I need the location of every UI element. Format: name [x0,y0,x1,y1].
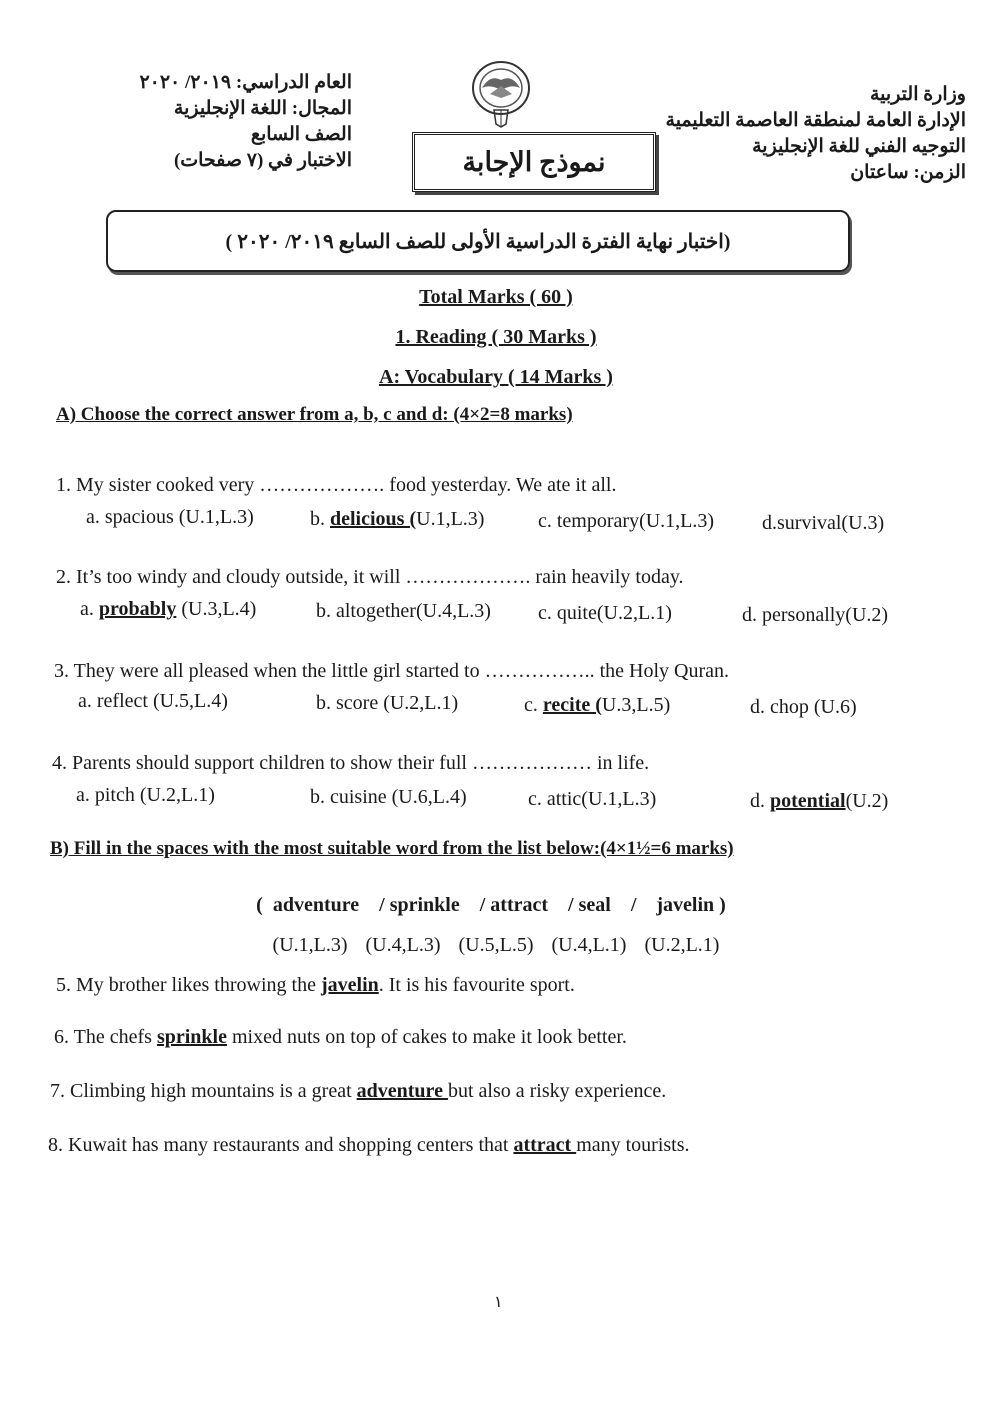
supervision-line: التوجيه الفني للغة الإنجليزية [752,136,966,157]
subject-line: المجال: اللغة الإنجليزية [173,98,352,119]
word-list [0,894,992,917]
q1-option-a: a. spacious (U.1,L.3) [86,506,254,528]
option-ref: (U.2) [845,790,889,812]
exam-info-header [120,70,352,174]
question-1 [56,474,617,497]
time-line: الزمن: ساعتان [850,162,966,183]
q1-option-b-answer [310,508,484,531]
sentence-number: 7. [50,1080,65,1102]
exam-title: (اختبار نهاية الفترة الدراسية الأولى للصف السابع ٢٠١٩/ ٢٠٢٠ ) [225,230,731,253]
word-ref: (U.4,L.1) [551,934,627,956]
grade-line: الصف السابع [250,124,352,145]
school-year-line: العام الدراسي: ٢٠١٩/ ٢٠٢٠ [139,72,352,93]
correct-answer: recite ( [542,694,602,716]
sentence-before: Kuwait has many restaurants and shopping centers that [68,1134,514,1156]
total-marks-heading: Total Marks ( 60 ) [419,286,573,308]
sentence-after: . It is his favourite sport. [378,974,575,996]
answer-key-label: نموذج الإجابة [462,146,606,177]
sentence-after: many tourists. [576,1134,690,1156]
page-number: ١ [494,1294,503,1311]
question-3 [54,660,729,683]
sentence-after: mixed nuts on top of cakes to make it look better. [226,1026,627,1048]
word-ref: (U.2,L.1) [644,934,720,956]
word-ref: (U.4,L.3) [365,934,441,956]
option-label: c. [524,694,543,716]
sentence-number: 6. [54,1026,69,1048]
fill-sentence-8 [48,1134,690,1157]
question-number: 3. [54,660,69,682]
fill-sentence-7 [50,1080,666,1103]
q4-option-d-answer [750,790,888,813]
ministry-header [666,82,966,186]
q2-option-b: b. altogether(U.4,L.3) [316,600,491,622]
word-list-item: adventure [272,894,360,916]
fill-sentence-6 [54,1026,627,1049]
question-number: 1. [56,474,71,496]
word-list-item: javelin ) [656,894,726,916]
section-a-heading: A) Choose the correct answer from a, b, c and d: (4×2=8 marks) [56,404,573,425]
q3-option-c-answer [524,694,670,717]
word-list-open: ( [256,894,263,916]
correct-answer: delicious ( [330,508,417,530]
sentence-number: 5. [56,974,71,996]
word-ref: (U.1,L.3) [272,934,348,956]
option-label: a. [80,598,99,620]
q1-option-c: c. temporary(U.1,L.3) [538,510,715,532]
q2-option-d: d. personally(U.2) [742,604,889,626]
question-4 [52,752,649,775]
word-list-item: / seal [568,894,611,916]
filled-answer: attract [513,1134,577,1156]
option-label: b. [310,508,330,530]
q4-option-a: a. pitch (U.2,L.1) [76,784,215,806]
option-ref: U.3,L.5) [601,694,671,716]
section-b-heading: B) Fill in the spaces with the most suitable word from the list below:(4×1½=6 marks) [50,838,734,859]
filled-answer: javelin [320,974,379,996]
option-label: d. [750,790,770,812]
vocabulary-heading: A: Vocabulary ( 14 Marks ) [379,366,613,388]
word-list-refs [0,934,992,957]
question-number: 4. [52,752,67,774]
filled-answer: adventure [356,1080,448,1102]
q3-option-b: b. score (U.2,L.1) [316,692,459,714]
word-ref: (U.5,L.5) [458,934,534,956]
answer-key-box [412,132,656,192]
q4-option-c: c. attic(U.1,L.3) [528,788,657,810]
pages-line: الاختبار في (٧ صفحات) [173,150,352,171]
reading-heading: 1. Reading ( 30 Marks ) [395,326,597,348]
sentence-before: Climbing high mountains is a great [70,1080,357,1102]
fill-sentence-5 [56,974,575,997]
sentence-before: My brother likes throwing the [76,974,321,996]
q2-option-c: c. quite(U.2,L.1) [538,602,672,624]
option-ref: U.1,L.3) [416,508,485,530]
word-list-item: / [630,894,637,916]
correct-answer: probably [98,598,177,620]
question-number: 2. [56,566,71,588]
q2-option-a-answer [80,598,256,621]
ministry-line: وزارة التربية [869,84,966,105]
q3-option-a: a. reflect (U.5,L.4) [78,690,228,712]
filled-answer: sprinkle [156,1026,227,1048]
question-text: My sister cooked very ………………. food yesterday. We ate it all. [76,474,617,496]
question-text: It’s too windy and cloudy outside, it will ………………. rain heavily today. [76,566,684,588]
directorate-line: الإدارة العامة لمنطقة العاصمة التعليمية [665,110,966,131]
word-list-item: / attract [479,894,549,916]
q3-option-d: d. chop (U.6) [750,696,857,718]
state-emblem-icon [470,58,532,128]
correct-answer: potential [770,790,846,812]
q1-option-d: d.survival(U.3) [762,512,885,534]
exam-title-box [106,210,850,272]
question-2 [56,566,684,589]
q4-option-b: b. cuisine (U.6,L.4) [310,786,467,808]
sentence-before: The chefs [73,1026,157,1048]
question-text: They were all pleased when the little girl started to …………….. the Holy Quran. [73,660,730,682]
sentence-number: 8. [48,1134,63,1156]
sentence-after: but also a risky experience. [447,1080,667,1102]
question-text: Parents should support children to show their full ……………… in life. [72,752,650,774]
word-list-item: / sprinkle [379,894,460,916]
option-ref: (U.3,L.4) [176,598,257,620]
